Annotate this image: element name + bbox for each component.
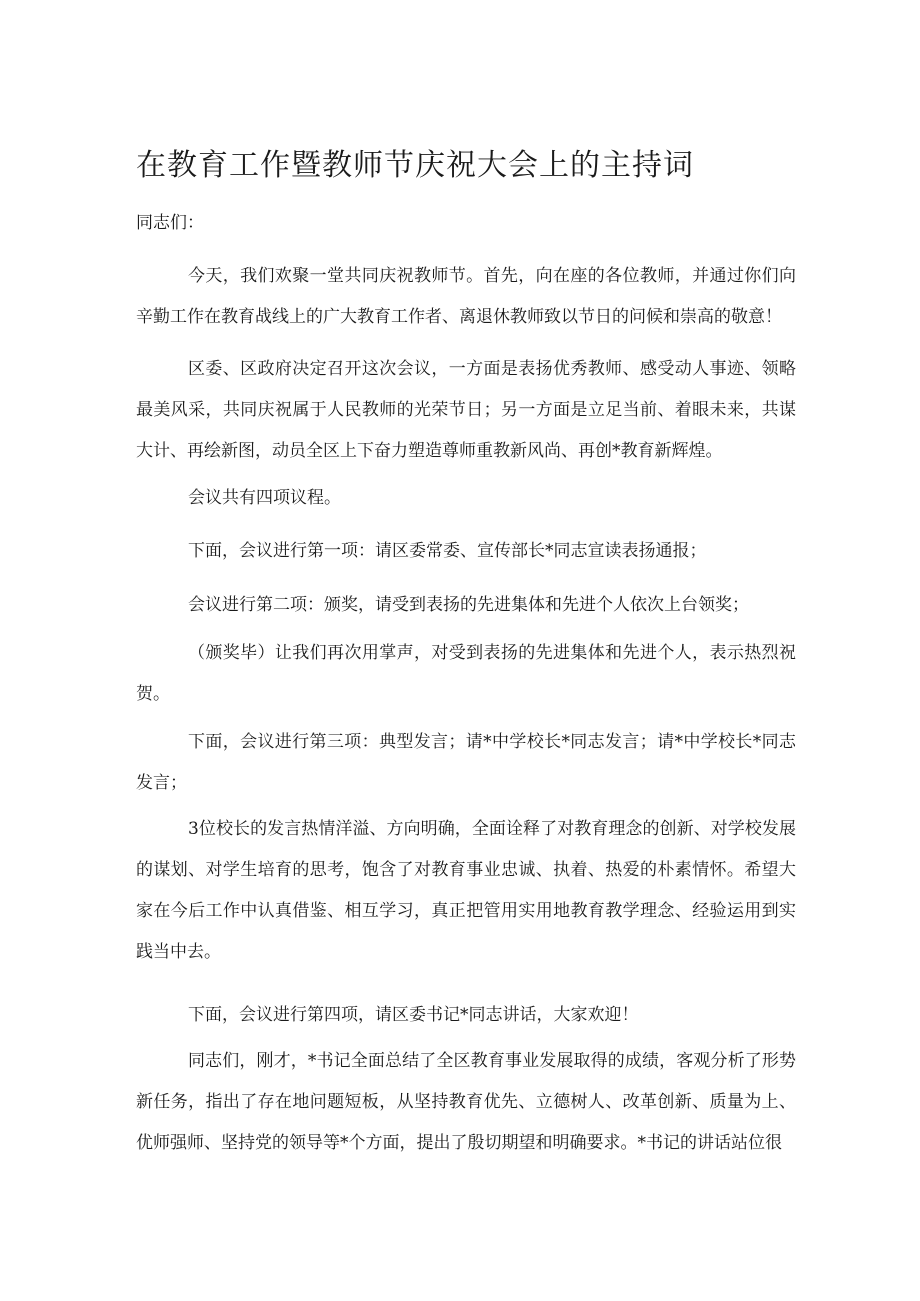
document-title: 在教育工作暨教师节庆祝大会上的主持词 [136,148,694,183]
paragraph-speech-summary: 同志们，刚才，*书记全面总结了全区教育事业发展取得的成绩，客观分析了形势新任务，指出了存在地问题短板，从坚持教育优先、立德树人、改革创新、质量为上、优师强师、坚持党的领导等*个方面，提出了殷切期望和明确要求。*书记的讲话站位很 [136,1051,796,1153]
paragraph-agenda: 会议共有四项议程。 [188,488,341,508]
paragraph-opening: 今天，我们欢聚一堂共同庆祝教师节。首先，向在座的各位教师，并通过你们向辛勤工作在教育战线上的广大教育工作者、离退休教师致以节日的问候和崇高的敬意！ [136,266,796,327]
paragraph-item-three: 下面，会议进行第三项：典型发言；请*中学校长*同志发言；请*中学校长*同志发言； [136,732,796,793]
paragraph-item-four: 下面，会议进行第四项，请区委书记*同志讲话，大家欢迎！ [188,1005,639,1025]
greeting: 同志们： [136,213,204,233]
paragraph-principals-summary: 3位校长的发言热情洋溢、方向明确，全面诠释了对教育理念的创新、对学校发展的谋划、对学生培育的思考，饱含了对教育事业忠诚、执着、热爱的朴素情怀。希望大家在今后工作中认真借鉴、相互学习，真正把管用实用地教育教学理念、经验运用到实践当中去。 [136,819,796,962]
paragraph-item-two: 会议进行第二项：颁奖，请受到表扬的先进集体和先进个人依次上台领奖； [188,595,749,615]
paragraph-award-finish: （颁奖毕）让我们再次用掌声，对受到表扬的先进集体和先进个人，表示热烈祝贺。 [136,643,796,704]
paragraph-item-one: 下面，会议进行第一项：请区委常委、宣传部长*同志宣读表扬通报； [188,541,707,561]
paragraph-purpose: 区委、区政府决定召开这次会议，一方面是表扬优秀教师、感受动人事迹、领略最美风采，共同庆祝属于人民教师的光荣节日；另一方面是立足当前、着眼未来，共谋大计、再绘新图，动员全区上下奋力塑造尊师重教新风尚、再创*教育新辉煌。 [136,359,796,461]
